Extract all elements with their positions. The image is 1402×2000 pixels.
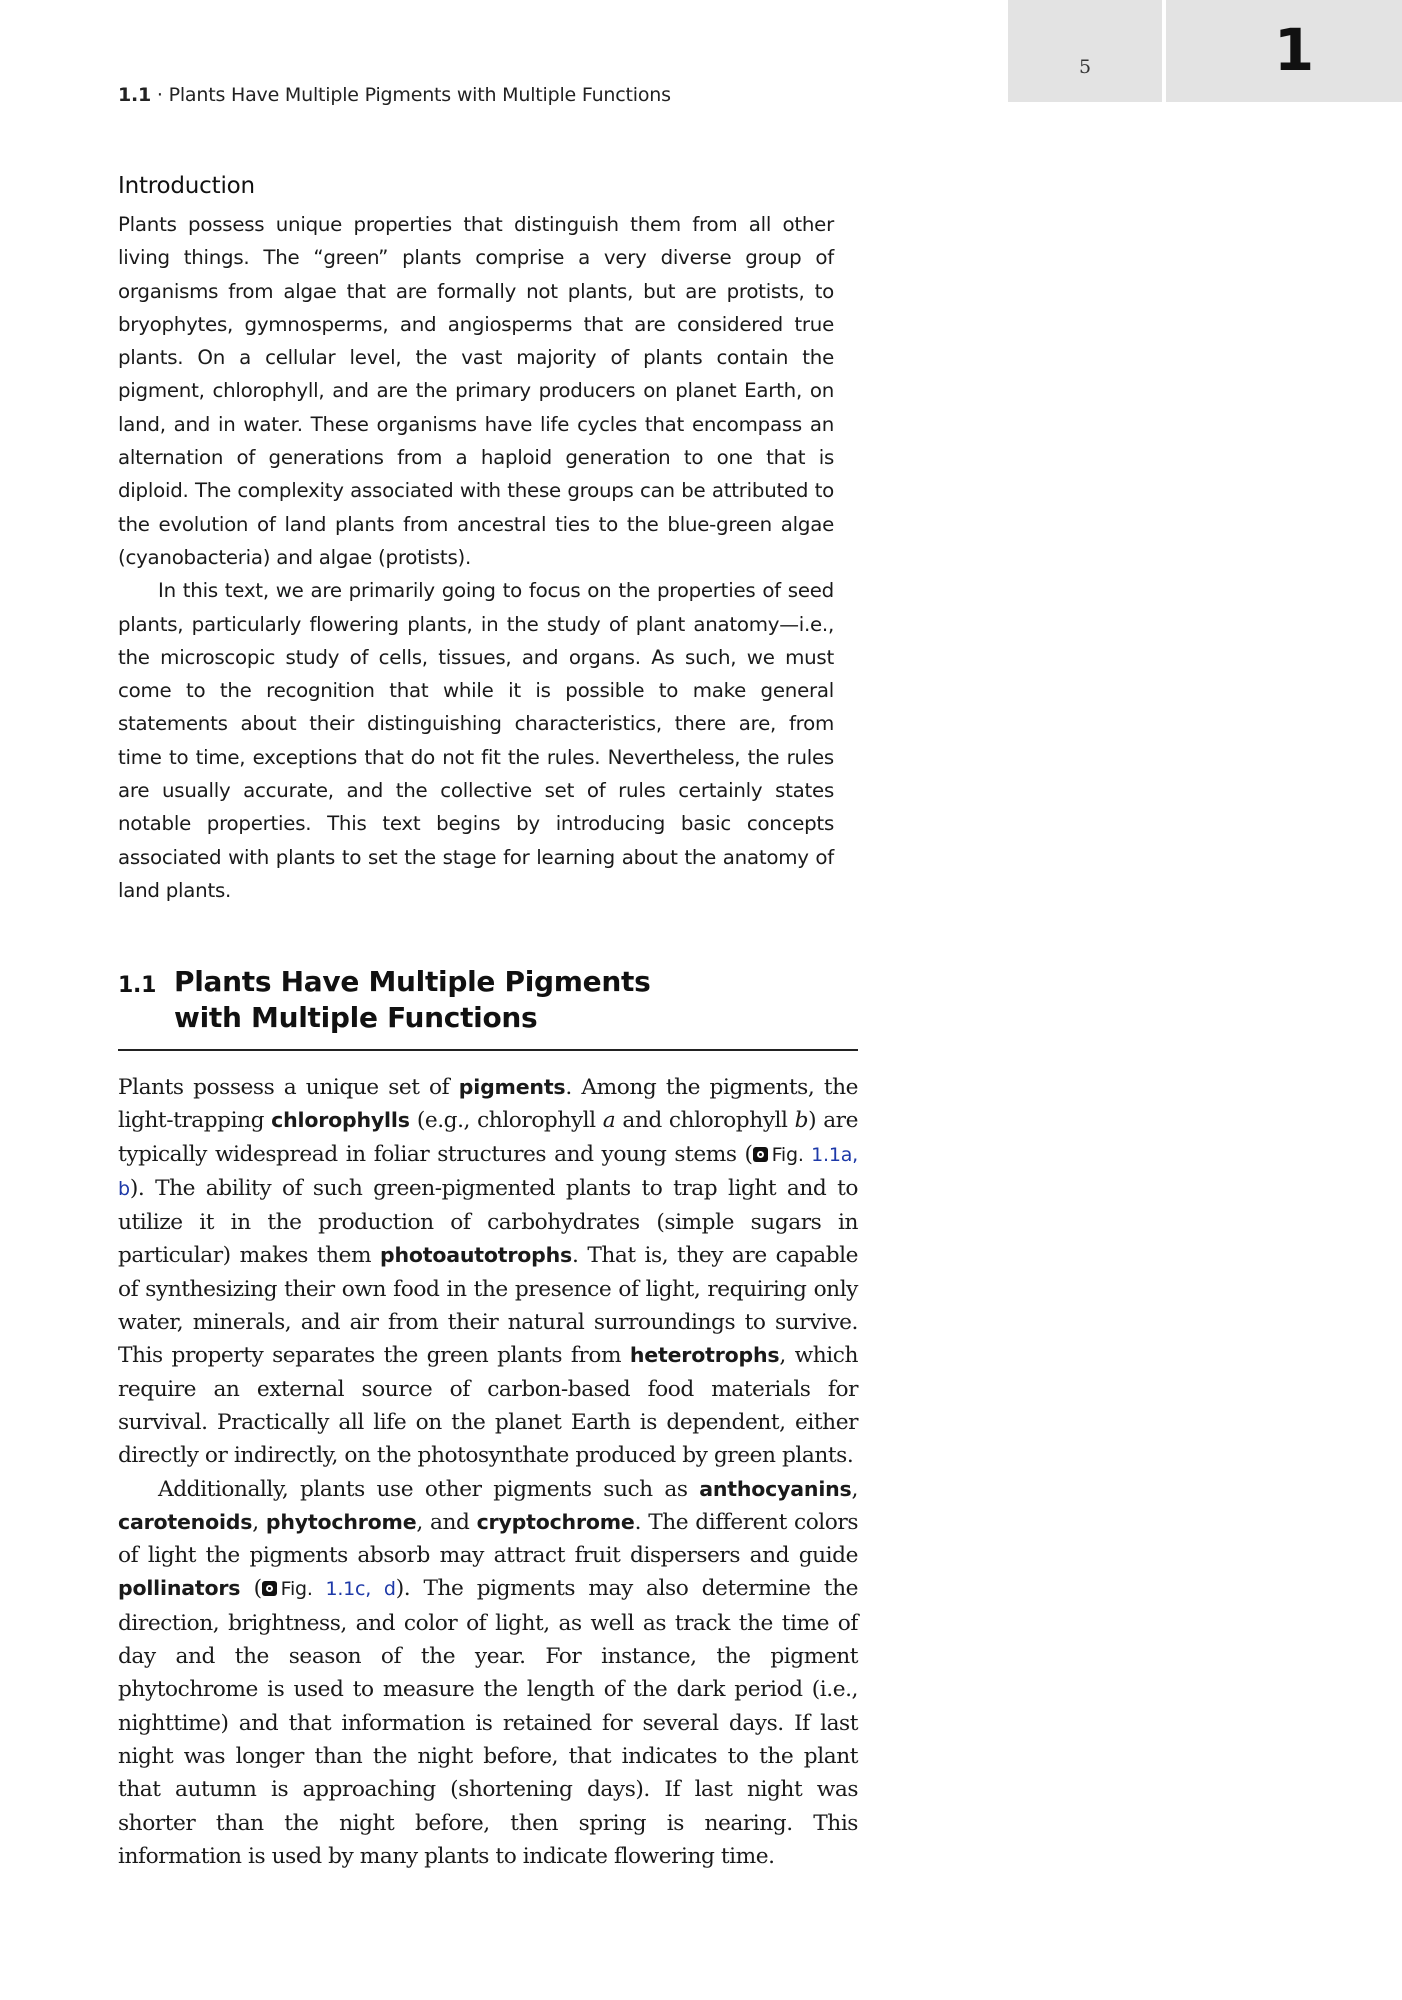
figure-link-1-1cd[interactable]: 1.1c, d xyxy=(325,1578,396,1601)
text-run: , and xyxy=(416,1509,477,1535)
intro-heading: Introduction xyxy=(118,173,255,199)
text-run: ). The ability of such green-pigmented plants to trap light and to utilize it in the production of carbohydrates (simple sugars in particular) makes them xyxy=(118,1175,858,1269)
term-heterotrophs: heterotrophs xyxy=(629,1343,780,1368)
running-head-title: Plants Have Multiple Pigments with Multiple Functions xyxy=(168,84,671,106)
body-paragraph-1 xyxy=(118,1071,858,1473)
text-run: Additionally, plants use other pigments such as xyxy=(158,1476,700,1502)
running-head-number: 1.1 xyxy=(118,84,152,106)
page-number: 5 xyxy=(1078,56,1092,78)
body-paragraph-2 xyxy=(118,1473,858,1874)
term-phytochrome: phytochrome xyxy=(265,1509,417,1534)
section-title-line-2: with Multiple Functions xyxy=(174,1001,538,1034)
term-carotenoids: carotenoids xyxy=(118,1509,253,1534)
term-chlorophylls: chlorophylls xyxy=(271,1108,410,1133)
text-run: . Among the pigments, the light-trapping xyxy=(118,1075,858,1134)
figure-link-1-1ab[interactable]: 1.1a, b xyxy=(118,1143,858,1200)
section-heading xyxy=(118,964,858,1036)
page-number-box xyxy=(1008,0,1162,102)
text-run: , xyxy=(851,1476,858,1502)
figure-label: Fig. xyxy=(771,1143,812,1166)
text-run: (e.g., chlorophyll xyxy=(409,1108,603,1134)
text-run: Plants possess a unique set of xyxy=(118,1075,459,1100)
term-pigments: pigments xyxy=(458,1075,566,1099)
italic-b: b xyxy=(794,1108,809,1134)
chapter-tab xyxy=(1166,0,1402,102)
chapter-number: 1 xyxy=(1273,16,1315,84)
term-cryptochrome: cryptochrome xyxy=(476,1509,635,1534)
term-photoautotrophs: photoautotrophs xyxy=(380,1243,573,1268)
intro-section xyxy=(118,208,834,907)
figure-icon xyxy=(753,1147,768,1162)
text-run: and chlorophyll xyxy=(615,1108,795,1134)
section-rule xyxy=(118,1049,858,1051)
running-head-separator: · xyxy=(151,84,169,106)
text-run: ) are typically widespread in foliar structures and young stems ( xyxy=(118,1108,858,1167)
text-run: . That is, they are capable of synthesizing their own food in the presence of light, requiring only water, minerals, and air from their natural surroundings to survive. This property separates the green plants from xyxy=(118,1243,858,1369)
figure-label: Fig. xyxy=(280,1578,326,1601)
text-run: ( xyxy=(240,1576,262,1602)
text-run: ). The pigments may also determine the direction, brightness, and color of light, as well as track the time of day and the season of the year. For instance, the pigment phytochrome is used to measure the length of the dark period (i.e., nighttime) and that information is retained for several days. If last night was longer than the night before, that indicates to the plant that autumn is approaching (shortening days). If last night was shorter than the night before, then spring is nearing. This information is used by many plants to indicate flowering time. xyxy=(118,1576,858,1869)
italic-a: a xyxy=(602,1108,616,1134)
term-pollinators: pollinators xyxy=(118,1576,241,1601)
intro-paragraph-2: In this text, we are primarily going to focus on the properties of seed plants, particularly flowering plants, in the study of plant anatomy—i.e., the microscopic study of cells, tissues, and organs. As such, we must come to the recognition that while it is possible to make general statements about their distinguishing characteristics, there are, from time to time, exceptions that do not fit the rules. Nevertheless, the rules are usually accurate, and the collective set of rules certainly states notable properties. This text begins by introducing basic concepts associated with plants to set the stage for learning about the anatomy of land plants. xyxy=(118,579,834,902)
text-run: . The different colors of light the pigments absorb may attract fruit dispersers and guide xyxy=(118,1509,858,1569)
section-body xyxy=(118,1071,858,1873)
text-run: , which require an external source of carbon-based food materials for survival. Practically all life on the planet Earth is dependent, either directly or indirectly, on the photosynthate produced by green plants. xyxy=(118,1343,858,1469)
text-run: , xyxy=(252,1509,266,1535)
section-number: 1.1 xyxy=(118,973,157,998)
section-title-line-1: Plants Have Multiple Pigments xyxy=(174,965,651,998)
intro-paragraph-1: Plants possess unique properties that distinguish them from all other living things. The “green” plants comprise a very diverse group of organisms from algae that are formally not plants, but are protists, to bryophytes, gymnosperms, and angiosperms that are considered true plants. On a cellular level, the vast majority of plants contain the pigment, chlorophyll, and are the primary producers on planet Earth, on land, and in water. These organisms have life cycles that encompass an alternation of generations from a haploid generation to one that is diploid. The complexity associated with these groups can be attributed to the evolution of land plants from ancestral ties to the blue-green algae (cyanobacteria) and algae (protists). xyxy=(118,213,834,569)
figure-icon xyxy=(262,1581,277,1596)
term-anthocyanins: anthocyanins xyxy=(699,1476,852,1501)
running-head xyxy=(118,84,671,106)
